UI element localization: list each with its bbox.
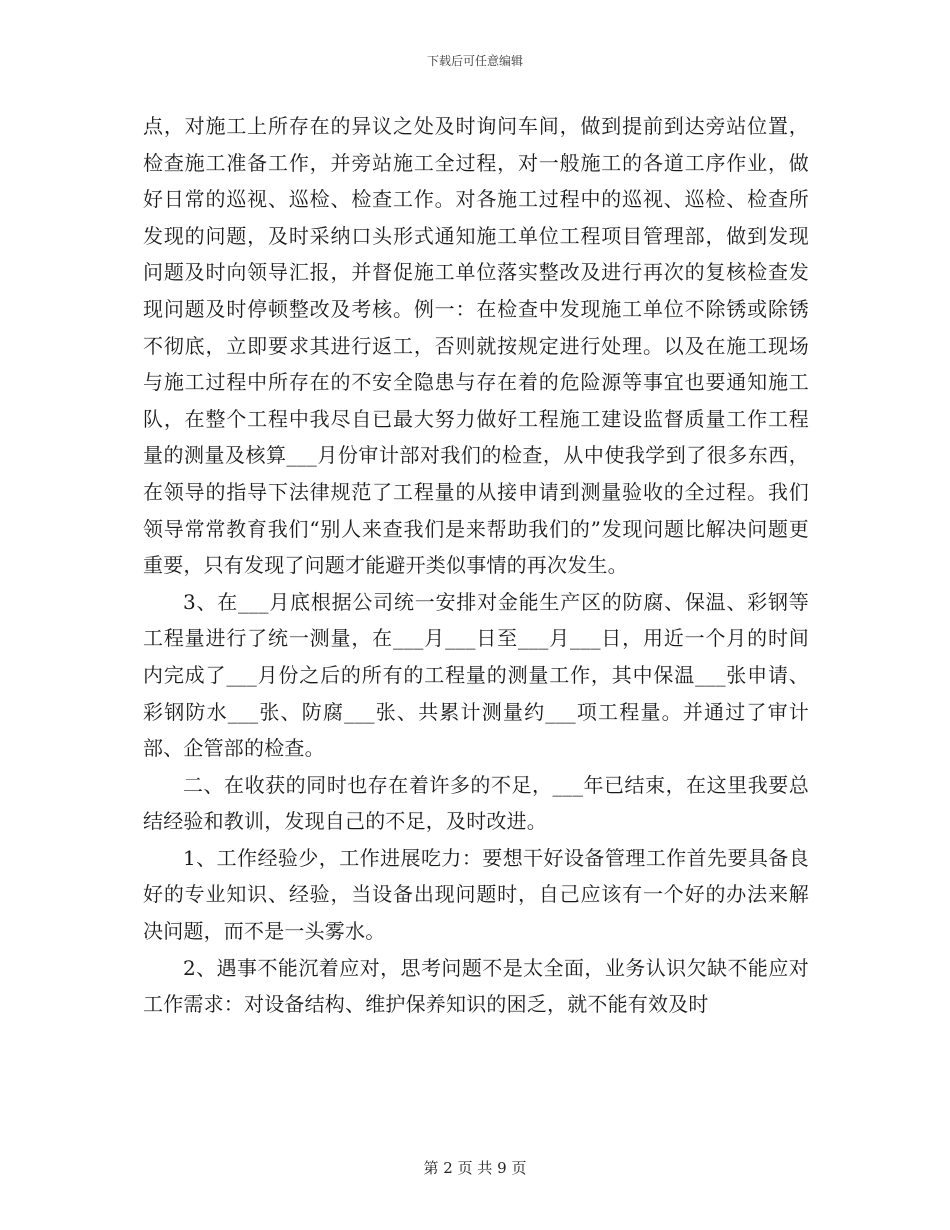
page-header: 下载后可任意编辑 bbox=[426, 54, 523, 68]
paragraph-item-3: 3、在___月底根据公司统一安排对金能生产区的防腐、保温、彩钢等工程量进行了统一测量，在___月___日至___月___日，用近一个月的时间内完成了___月份之后的所有的工程量的测量工作，其中保温___张申请、彩钢防水___张、防腐___张、共累计测量约___项工程量。并通过了审计部、企管部的检查。 bbox=[143, 589, 809, 761]
paragraph-point-2: 2、遇事不能沉着应对，思考问题不是太全面，业务认识欠缺不能应对工作需求：对设备结构、维护保养知识的困乏，就不能有效及时 bbox=[143, 955, 809, 1017]
document-body bbox=[143, 108, 809, 1023]
page-number: 第 2 页 共 9 页 bbox=[423, 1159, 527, 1177]
paragraph-point-1: 1、工作经验少，工作进展吃力：要想干好设备管理工作首先要具备良好的专业知识、经验，当设备出现问题时，自己应该有一个好的办法来解决问题，而不是一头雾水。 bbox=[143, 845, 809, 944]
paragraph-continued: 点，对施工上所存在的异议之处及时询问车间，做到提前到达旁站位置，检查施工准备工作，并旁站施工全过程，对一般施工的各道工序作业，做好日常的巡视、巡检、检查工作。对各施工过程中的巡视、巡检、检查所发现的问题，及时采纳口头形式通知施工单位工程项目管理部，做到发现问题及时向领导汇报，并督促施工单位落实整改及进行再次的复核检查发现问题及时停顿整改及考核。例一：在检查中发现施工单位不除锈或除锈不彻底，立即要求其进行返工，否则就按规定进行处理。以及在施工现场与施工过程中所存在的不安全隐患与存在着的危险源等事宜也要通知施工队，在整个工程中我尽自已最大努力做好工程施工建设监督质量工作工程量的测量及核算___月份审计部对我们的检查，从中使我学到了很多东西，在领导的指导下法律规范了工程量的从接申请到测量验收的全过程。我们领导常常教育我们“别人来查我们是来帮助我们的”发现问题比解决问题更重要，只有发现了问题才能避开类似事情的再次发生。 bbox=[143, 114, 809, 578]
paragraph-section-2: 二、在收获的同时也存在着许多的不足，___年已结束，在这里我要总结经验和教训，发现自己的不足，及时改进。 bbox=[143, 772, 809, 834]
